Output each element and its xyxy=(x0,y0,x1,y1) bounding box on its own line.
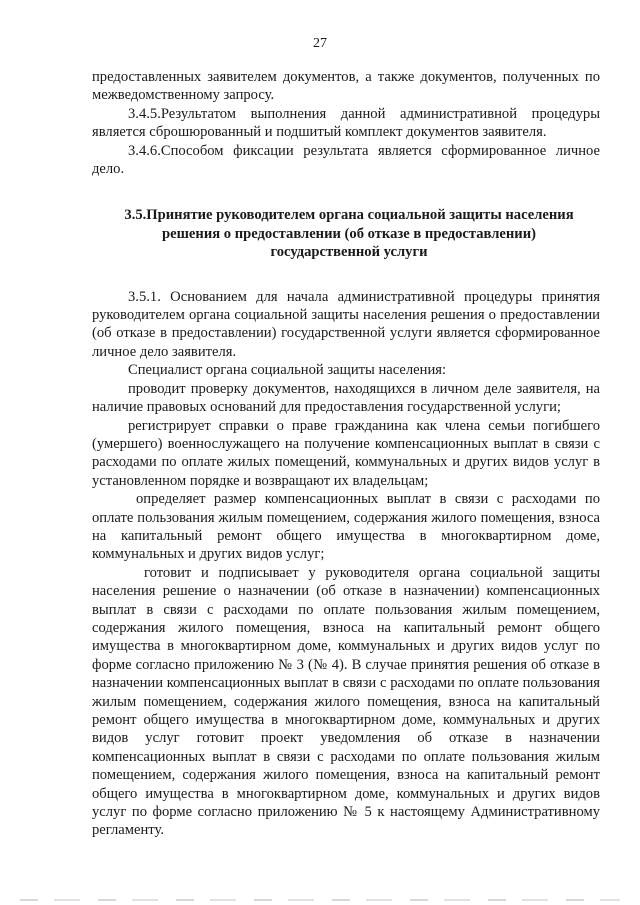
paragraph-registers-certificates: регистрирует справки о праве гражданина как члена семьи погибшего (умершего) военнослужащего на получение компенсационных выплат в связи с расходами по оплате жилых помещений, коммунальных и других видов услуг в установленном порядке и возвращают их владельцам; xyxy=(92,417,600,489)
paragraph-3-5-1: 3.5.1. Основанием для начала административной процедуры принятия руководителем органа социальной защиты населения решения о предоставлении (об отказе в предоставлении) государственной услуги является сформированное личное дело заявителя. xyxy=(92,288,600,360)
scan-artifact-line xyxy=(20,899,620,901)
paragraph-determines-amount: определяет размер компенсационных выплат в связи с расходами по оплате пользования жилым помещением, содержания жилого помещения, взноса на капитальный ремонт общего имущества в многоквартирном доме, коммунальных и других видов услуг; xyxy=(92,491,600,563)
paragraph-specialist: Специалист органа социальной защиты населения: xyxy=(128,362,447,379)
paragraph-3-4-5: 3.4.5.Результатом выполнения данной административной процедуры является сброшюрованный и подшитый комплект документов заявителя. xyxy=(92,105,600,141)
paragraph-3-4-6: 3.4.6.Способом фиксации результата является сформированное личное дело. xyxy=(92,142,600,178)
body-text xyxy=(92,68,600,840)
paragraph-checks-documents: проводит проверку документов, находящихся в личном деле заявителя, на наличие правовых оснований для предоставления государственной услуги; xyxy=(92,380,600,416)
section-heading-3-5: 3.5.Принятие руководителем органа социальной защиты населения решения о предоставлении (об отказе в предоставлении) государственной услуги xyxy=(124,207,574,261)
paragraph-continuation: предоставленных заявителем документов, а также документов, полученных по межведомственному запросу. xyxy=(92,69,600,104)
paragraph-prepares-decision: готовит и подписывает у руководителя органа социальной защиты населения решение о назначении (об отказе в назначении) компенсационных выплат в связи с расходами по оплате пользования жилым помещением, содержания жилого помещения, взноса на капитальный ремонт общего имущества в многоквартирном доме, коммунальных и других видов услуг по форме согласно приложению № 3 (№ 4). В случае принятия решения об отказе в назначении компенсационных выплат в связи с расходами по оплате пользования жилым помещением, содержания жилого помещения, взноса на капитальный ремонт общего имущества в многоквартирном доме, коммунальных и других видов услуг готовит проект уведомления об отказе в назначении компенсационных выплат в связи с расходами по оплате пользования жилым помещением, содержания жилого помещения, взноса на капитальный ремонт общего имущества в многоквартирном доме, коммунальных и других видов услуг по форме согласно приложению № 5 к настоящему Административному регламенту. xyxy=(92,564,600,839)
page-number: 27 xyxy=(313,36,327,51)
